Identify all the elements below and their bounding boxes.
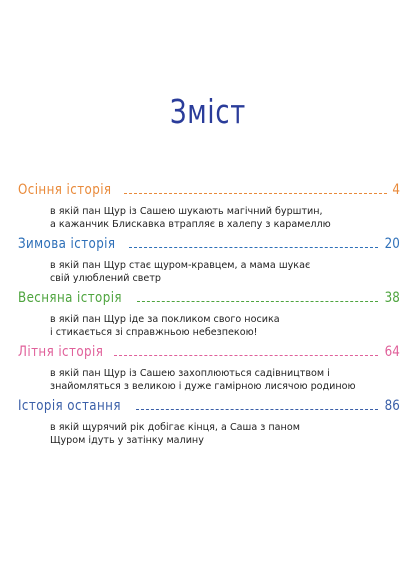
toc-entry-page: 20	[384, 236, 400, 252]
toc-entry-heading[interactable]	[18, 396, 400, 414]
toc-entry-description	[50, 313, 400, 339]
description-line: а кажанчик Блискавка втрапляє в халепу з карамеллю	[50, 219, 331, 230]
toc-entry-final[interactable]	[18, 396, 400, 447]
page-title: Зміст	[169, 92, 247, 131]
description-line: в якій пан Щур із Сашею захоплюються садівництвом і	[50, 368, 330, 379]
toc-entry-description	[50, 421, 400, 447]
dot-leader	[124, 193, 387, 194]
toc-entry-title[interactable]: Літня історія	[18, 344, 104, 360]
toc-entry-title[interactable]: Історія остання	[18, 398, 121, 414]
toc-entry-page: 38	[384, 290, 400, 306]
description-line: в якій пан Щур іде за покликом свого носика	[50, 314, 280, 325]
description-line: в якій щурячий рік добігає кінця, а Саша з паном	[50, 422, 300, 433]
toc-entry-title[interactable]: Осіння історія	[18, 182, 112, 198]
toc-entry-page: 4	[392, 182, 400, 198]
description-line: Щуром ідуть у затінку малину	[50, 435, 204, 446]
toc-entry-description	[50, 205, 400, 231]
toc-entry-heading[interactable]	[18, 180, 400, 198]
dot-leader	[114, 355, 378, 356]
toc-entry-title[interactable]: Зимова історія	[18, 236, 116, 252]
toc-entry-heading[interactable]	[18, 288, 400, 306]
dot-leader	[137, 301, 378, 302]
toc-entry-page: 86	[384, 398, 400, 414]
toc-entry-winter[interactable]	[18, 234, 400, 285]
toc-entry-title[interactable]: Весняна історія	[18, 290, 122, 306]
description-line: в якій пан Щур із Сашею шукають магічний бурштин,	[50, 206, 323, 217]
toc-entry-summer[interactable]	[18, 342, 400, 393]
description-line: свій улюблений светр	[50, 273, 162, 284]
dot-leader	[136, 409, 379, 410]
toc-entry-heading[interactable]	[18, 234, 400, 252]
dot-leader	[129, 247, 378, 248]
toc-entry-spring[interactable]	[18, 288, 400, 339]
description-line: в якій пан Щур стає щуром-кравцем, а мама шукає	[50, 260, 311, 271]
toc-entry-description	[50, 259, 400, 285]
toc-entry-description	[50, 367, 400, 393]
toc-entry-autumn[interactable]	[18, 180, 400, 231]
description-line: і стикається зі справжньою небезпекою!	[50, 327, 258, 338]
toc-entry-page: 64	[384, 344, 400, 360]
description-line: знайомляться з великою і дуже гамірною лисячою родиною	[50, 381, 356, 392]
toc-entry-heading[interactable]	[18, 342, 400, 360]
